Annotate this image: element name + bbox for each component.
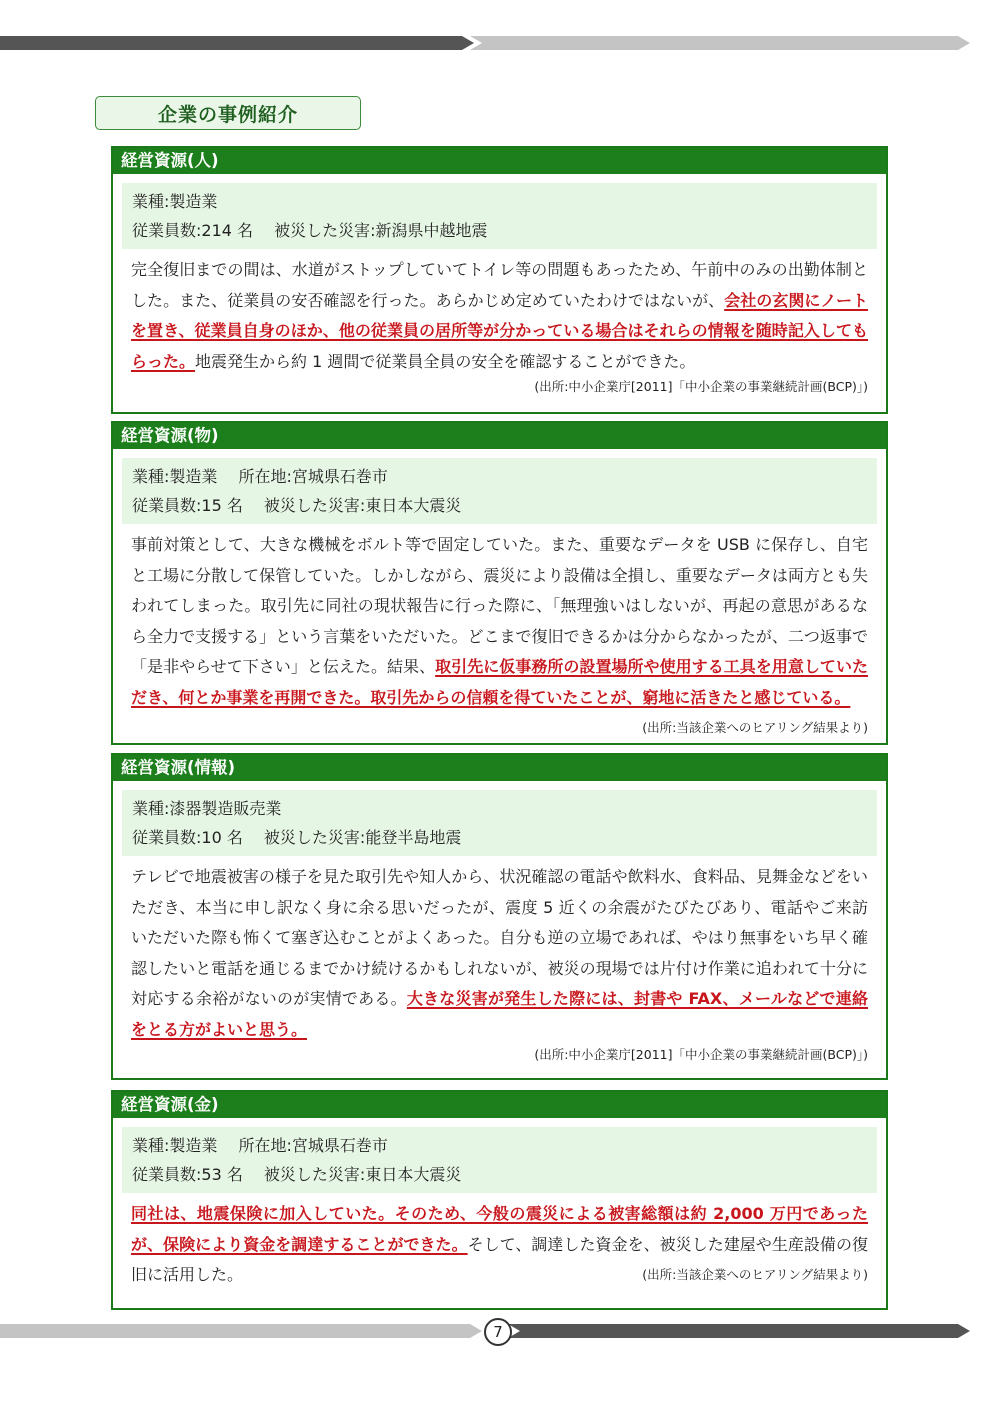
case-card-information — [111, 753, 888, 1080]
section-title: 企業の事例紹介 — [95, 96, 361, 130]
body-text: テレビで地震被害の様子を見た取引先や知人から、状況確認の電話や飲料水、食料品、見舞金などをいただき、本当に申し訳なく身に余る思いだったが、震度 5 近くの余震がたびたびあり、電話やご来訪いただいた際も怖くて塞ぎ込むことがよくあった。自分も逆の立場であれば、やはり無事をいち早く確認したいと電話を通じるまでかけ続けるかもしれないが、被災の現場では片付け作業に追われて十分に対応する余裕がないのが実情である。 — [131, 867, 868, 1008]
case-card-money — [111, 1090, 888, 1310]
body-text-after: 地震発生から約 1 週間で従業員全員の安全を確認することができた。 — [195, 351, 696, 371]
case-meta — [122, 1127, 877, 1193]
meta-industry: 業種:漆器製造販売業 — [132, 799, 282, 818]
meta-employees: 従業員数:214 名 被災した災害:新潟県中越地震 — [132, 221, 488, 240]
body-highlight: 取引先に仮事務所の設置場所や使用する工具を用意していただき、何とか事業を再開できた。取引先からの信頼を得ていたことが、窮地に活きたと感じている。 — [131, 657, 868, 707]
case-source: (出所:中小企業庁[2011]「中小企業の事業継続計画(BCP)」) — [534, 379, 868, 394]
body-text: 事前対策として、大きな機械をボルト等で固定していた。また、重要なデータを USB に保存し、自宅と工場に分散して保管していた。しかしながら、震災により設備は全損し、重要なデータは両方とも失われてしまった。取引先に同社の現状報告に行った際に、「無理強いはしないが、再起の意思があるなら全力で支援する」という言葉をいただいた。どこまで復旧できるかは分からなかったが、二つ返事で「是非やらせて下さい」と伝えた。結果、 — [131, 535, 868, 676]
case-body — [131, 530, 868, 735]
case-body — [131, 862, 868, 1045]
page-number: 7 — [484, 1318, 512, 1346]
case-heading: 経営資源(人) — [113, 148, 886, 174]
case-meta — [122, 183, 877, 249]
meta-employees: 従業員数:10 名 被災した災害:能登半島地震 — [132, 828, 462, 847]
meta-industry: 業種:製造業 所在地:宮城県石巻市 — [132, 467, 388, 486]
body-highlight: 大きな災害が発生した際には、封書や FAX、メールなどで連絡をとる方がよいと思う。 — [131, 989, 868, 1039]
case-heading: 経営資源(金) — [113, 1092, 886, 1118]
case-heading: 経営資源(情報) — [113, 755, 886, 781]
case-source: (出所:当該企業へのヒアリング結果より) — [642, 1267, 868, 1282]
body-text: 完全復旧までの間は、水道がストップしていてトイレ等の問題もあったため、午前中のみの出勤体制とした。また、従業員の安否確認を行った。あらかじめ定めていたわけではないが、 — [131, 260, 868, 310]
case-meta — [122, 790, 877, 856]
case-source: (出所:中小企業庁[2011]「中小企業の事業継続計画(BCP)」) — [534, 1047, 868, 1062]
case-heading: 経営資源(物) — [113, 423, 886, 449]
case-card-people — [111, 146, 888, 414]
case-card-goods — [111, 421, 888, 745]
case-meta — [122, 458, 877, 524]
meta-industry: 業種:製造業 所在地:宮城県石巻市 — [132, 1136, 388, 1155]
body-text-after: そして、調達した資金を、被災した建屋や生産設備の復旧に活用した。 — [131, 1234, 868, 1284]
top-decorative-bar — [0, 33, 1000, 53]
body-highlight: 同社は、地震保険に加入していた。そのため、今般の震災による被害総額は約 2,000 万円であったが、保険により資金を調達することができた。 — [131, 1204, 868, 1254]
case-source: (出所:当該企業へのヒアリング結果より) — [642, 720, 868, 735]
case-body — [131, 255, 868, 377]
case-body — [131, 1199, 868, 1291]
body-highlight: 会社の玄関にノートを置き、従業員自身のほか、他の従業員の居所等が分かっている場合はそれらの情報を随時記入してもらった。 — [131, 290, 868, 371]
meta-employees: 従業員数:53 名 被災した災害:東日本大震災 — [132, 1165, 462, 1184]
meta-employees: 従業員数:15 名 被災した災害:東日本大震災 — [132, 496, 462, 515]
meta-industry: 業種:製造業 — [132, 192, 218, 211]
